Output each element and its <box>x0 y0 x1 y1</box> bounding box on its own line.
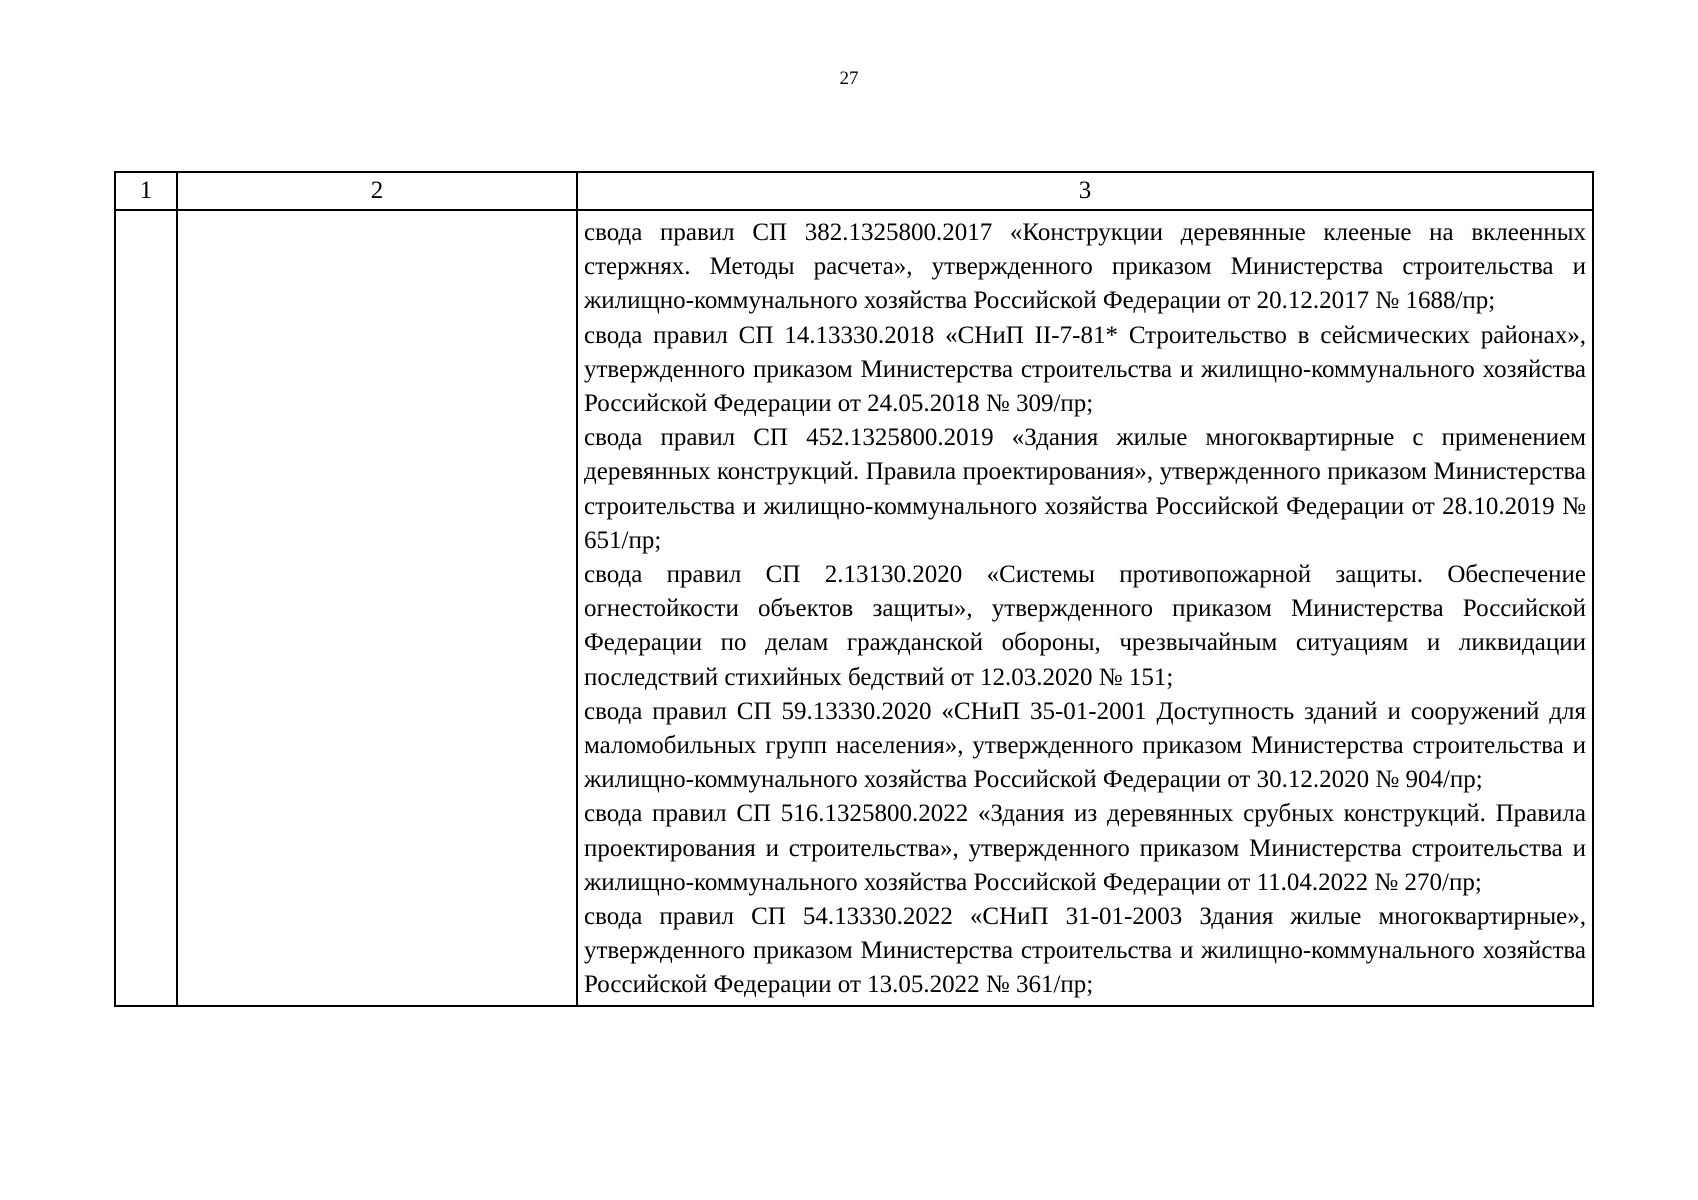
column-header-1: 1 <box>115 172 177 210</box>
table-row <box>115 210 1593 1006</box>
table-header-row <box>115 172 1593 210</box>
regulation-entry: свода правил СП 54.13330.2022 «СНиП 31-01-2003 Здания жилые многоквартирные», утвержденного приказом Министерства строительства и жилищно-коммунального хозяйства Российской Федерации от 13.05.2022 № 361/пр; <box>584 903 1586 999</box>
page-number: 27 <box>839 68 859 89</box>
regulations-list <box>578 211 1592 1005</box>
regulations-table <box>114 171 1594 1007</box>
column-header-2: 2 <box>177 172 577 210</box>
regulation-entry: свода правил СП 516.1325800.2022 «Здания из деревянных срубных конструкций. Правила проектирования и строительства», утвержденного приказом Министерства строительства и жилищно-коммунального хозяйства Российской Федерации от 11.04.2022 № 270/пр; <box>584 800 1586 896</box>
regulation-entry: свода правил СП 14.13330.2018 «СНиП II-7-81* Строительство в сейсмических районах», утвержденного приказом Министерства строительства и жилищно-коммунального хозяйства Российской Федерации от 24.05.2018 № 309/пр; <box>584 321 1586 418</box>
column-header-3: 3 <box>577 172 1593 210</box>
regulation-entry: свода правил СП 59.13330.2020 «СНиП 35-01-2001 Доступность зданий и сооружений для маломобильных групп населения», утвержденного приказом Министерства строительства и жилищно-коммунального хозяйства Российской Федерации от 30.12.2020 № 904/пр; <box>584 697 1586 794</box>
regulation-entry: свода правил СП 382.1325800.2017 «Конструкции деревянные клееные на вклеенных стержнях. Методы расчета», утвержденного приказом Министерства строительства и жилищно-коммунального хозяйства Российской Федерации от 20.12.2017 № 1688/пр; <box>584 219 1586 315</box>
cell-col-2 <box>177 210 577 1006</box>
regulation-entry: свода правил СП 2.13130.2020 «Системы противопожарной защиты. Обеспечение огнестойкости объектов защиты», утвержденного приказом Министерства Российской Федерации по делам гражданской обороны, чрезвычайным ситуациям и ликвидации последствий стихийных бедствий от 12.03.2020 № 151; <box>584 561 1586 691</box>
cell-col-3 <box>577 210 1593 1006</box>
cell-col-1 <box>115 210 177 1006</box>
regulation-entry: свода правил СП 452.1325800.2019 «Здания жилые многоквартирные с применением деревянных конструкций. Правила проектирования», утвержденного приказом Министерства строительства и жилищно-коммунального хозяйства Российской Федерации от 28.10.2019 № 651/пр; <box>584 424 1586 554</box>
